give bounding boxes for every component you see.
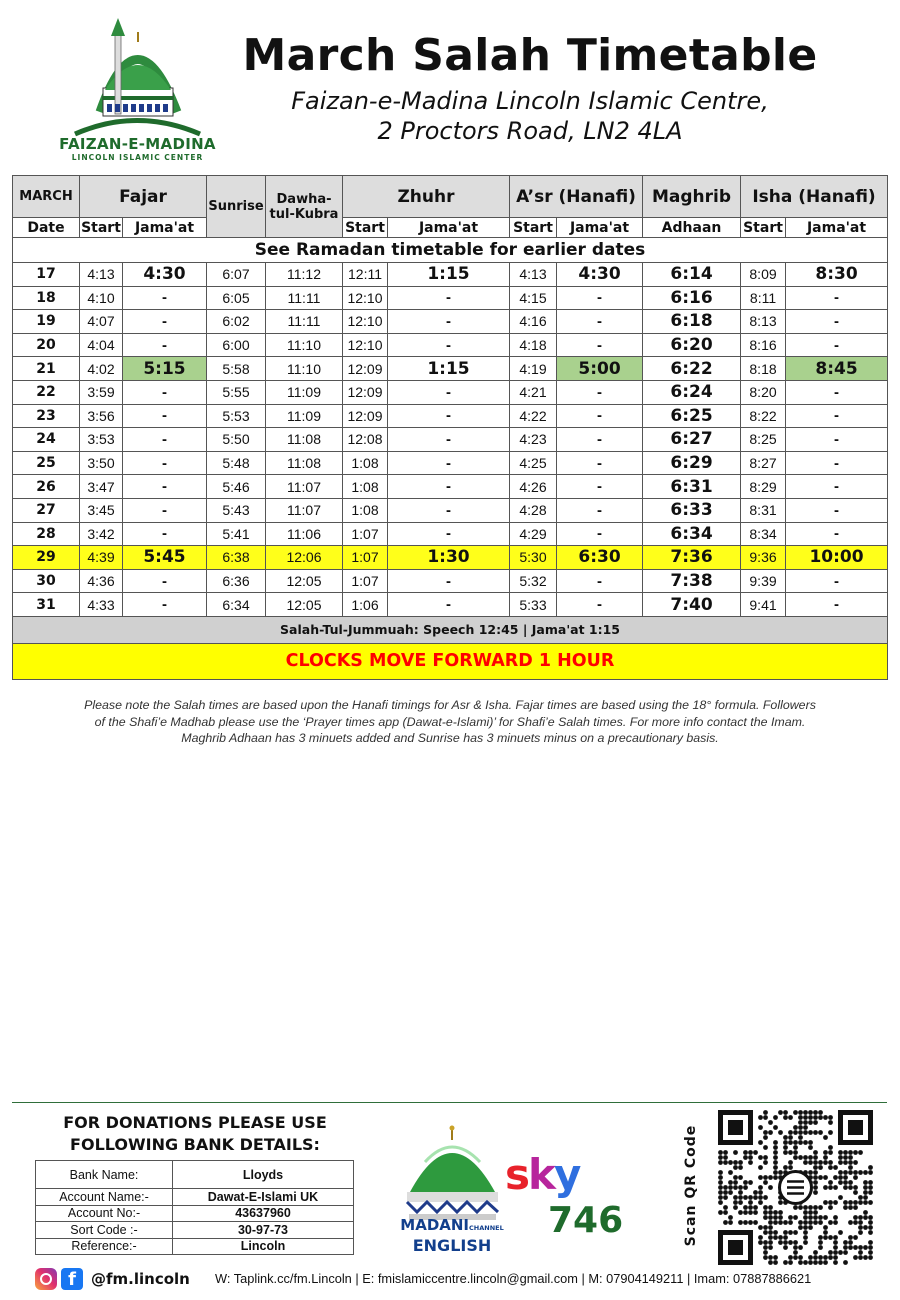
cell-fajr-start: 4:33 <box>80 593 123 617</box>
table-row <box>13 380 888 404</box>
cell-sunrise: 6:34 <box>207 593 266 617</box>
timing-note-3: Maghrib Adhaan has 3 minuets added and Sunrise has 3 minuets minus on a precautionary basis. <box>181 731 719 745</box>
cell-fajr-start: 3:53 <box>80 428 123 452</box>
bank-label: Account Name:- <box>36 1189 173 1206</box>
cell-asr-start: 5:30 <box>510 546 557 570</box>
timing-note-1: Please note the Salah times are based upon the Hanafi timings for Asr & Isha. Fajar times are based using the 18° formula. Followers <box>84 698 816 712</box>
timing-notes <box>20 697 880 747</box>
madani-word: MADANI <box>400 1216 470 1234</box>
maghrib-header: Maghrib <box>643 176 741 218</box>
logo-name: FAIZAN-E-MADINA <box>59 135 216 153</box>
cell-zhuhr-start: 12:10 <box>343 333 388 357</box>
cell-fajr-start: 3:50 <box>80 451 123 475</box>
bank-row <box>36 1161 354 1189</box>
cell-fajr-start: 3:42 <box>80 522 123 546</box>
sky-logo <box>505 1150 579 1199</box>
clocks-row <box>13 643 888 679</box>
dawha-header-line-2: tul-Kubra <box>269 206 339 222</box>
cell-isha-jamaat: - <box>786 498 888 522</box>
cell-date: 22 <box>13 380 80 404</box>
channel-number: 746 <box>548 1200 624 1241</box>
cell-fajr-start: 4:04 <box>80 333 123 357</box>
table-row <box>13 522 888 546</box>
cell-sunrise: 5:48 <box>207 451 266 475</box>
sunrise-header: Sunrise <box>207 176 266 238</box>
zhuhr-header: Zhuhr <box>343 176 510 218</box>
cell-date: 24 <box>13 428 80 452</box>
cell-date: 20 <box>13 333 80 357</box>
cell-asr-jamaat: - <box>557 428 643 452</box>
cell-zhuhr-start: 12:09 <box>343 380 388 404</box>
cell-fajr-jamaat: - <box>123 428 207 452</box>
cell-fajr-jamaat: - <box>123 310 207 334</box>
cell-isha-start: 9:39 <box>741 569 786 593</box>
bank-label: Account No:- <box>36 1205 173 1222</box>
timing-note-2: of the Shafi’e Madhab please use the ‘Prayer times app (Dawat-e-Islami)’ for Shafi’e Salah times. For more info contact the Imam. <box>94 714 806 729</box>
cell-sunrise: 5:41 <box>207 522 266 546</box>
cell-date: 25 <box>13 451 80 475</box>
cell-dawha: 11:07 <box>266 475 343 499</box>
cell-date: 18 <box>13 286 80 310</box>
dawha-header <box>266 176 343 238</box>
cell-fajr-jamaat: - <box>123 404 207 428</box>
cell-asr-start: 4:23 <box>510 428 557 452</box>
cell-zhuhr-start: 1:08 <box>343 451 388 475</box>
cell-isha-start: 8:20 <box>741 380 786 404</box>
zhuhr-jamaat-subheader: Jama'at <box>388 218 510 238</box>
cell-isha-start: 8:25 <box>741 428 786 452</box>
sky-wordmark: sky <box>505 1150 580 1199</box>
table-row <box>13 286 888 310</box>
zhuhr-start-subheader: Start <box>343 218 388 238</box>
bank-row <box>36 1205 354 1222</box>
cell-isha-start: 8:16 <box>741 333 786 357</box>
cell-asr-jamaat: - <box>557 333 643 357</box>
fajar-header: Fajar <box>80 176 207 218</box>
bank-value: Lloyds <box>173 1161 354 1189</box>
cell-isha-start: 8:34 <box>741 522 786 546</box>
table-row <box>13 310 888 334</box>
cell-dawha: 11:10 <box>266 333 343 357</box>
cell-maghrib: 7:36 <box>643 546 741 570</box>
cell-maghrib: 7:40 <box>643 593 741 617</box>
cell-isha-jamaat: 10:00 <box>786 546 888 570</box>
cell-isha-jamaat: - <box>786 593 888 617</box>
clocks-notice: CLOCKS MOVE FORWARD 1 HOUR <box>13 643 888 679</box>
qr-label: Scan QR Code <box>683 1124 699 1247</box>
cell-asr-start: 5:32 <box>510 569 557 593</box>
cell-maghrib: 6:34 <box>643 522 741 546</box>
cell-isha-jamaat: - <box>786 428 888 452</box>
fajr-jamaat-subheader: Jama'at <box>123 218 207 238</box>
cell-zhuhr-jamaat: - <box>388 333 510 357</box>
cell-maghrib: 6:14 <box>643 263 741 287</box>
bank-label: Reference:- <box>36 1238 173 1255</box>
cell-asr-jamaat: 5:00 <box>557 357 643 381</box>
cell-fajr-jamaat: - <box>123 286 207 310</box>
cell-maghrib: 7:38 <box>643 569 741 593</box>
cell-sunrise: 5:58 <box>207 357 266 381</box>
cell-asr-jamaat: - <box>557 475 643 499</box>
cell-zhuhr-jamaat: - <box>388 404 510 428</box>
bank-value: Dawat-E-Islami UK <box>173 1189 354 1206</box>
date-subheader: Date <box>13 218 80 238</box>
cell-asr-start: 4:26 <box>510 475 557 499</box>
cell-asr-jamaat: 4:30 <box>557 263 643 287</box>
cell-fajr-jamaat: - <box>123 569 207 593</box>
cell-zhuhr-jamaat: 1:15 <box>388 263 510 287</box>
cell-asr-jamaat: - <box>557 498 643 522</box>
donations-title <box>30 1112 360 1156</box>
cell-maghrib: 6:16 <box>643 286 741 310</box>
cell-isha-jamaat: - <box>786 451 888 475</box>
fajr-start-subheader: Start <box>81 219 121 236</box>
bank-details-table <box>35 1160 354 1255</box>
logo-text <box>55 135 220 162</box>
cell-dawha: 11:07 <box>266 498 343 522</box>
cell-isha-jamaat: 8:30 <box>786 263 888 287</box>
cell-zhuhr-start: 1:07 <box>343 522 388 546</box>
logo-tagline: LINCOLN ISLAMIC CENTER <box>71 153 204 162</box>
donations-title-line-1: FOR DONATIONS PLEASE USE <box>63 1113 327 1132</box>
cell-fajr-start: 3:59 <box>80 380 123 404</box>
page-subtitle <box>240 86 820 146</box>
cell-fajr-jamaat: - <box>123 498 207 522</box>
cell-fajr-jamaat: - <box>123 475 207 499</box>
cell-date: 30 <box>13 569 80 593</box>
cell-sunrise: 5:50 <box>207 428 266 452</box>
cell-maghrib: 6:18 <box>643 310 741 334</box>
bank-row <box>36 1238 354 1255</box>
cell-isha-start: 9:36 <box>741 546 786 570</box>
cell-date: 17 <box>13 263 80 287</box>
cell-zhuhr-start: 12:08 <box>343 428 388 452</box>
donations-title-line-2: FOLLOWING BANK DETAILS: <box>70 1135 320 1154</box>
bank-value: 43637960 <box>173 1205 354 1222</box>
cell-isha-start: 8:13 <box>741 310 786 334</box>
isha-header: Isha (Hanafi) <box>741 176 888 218</box>
table-row <box>13 451 888 475</box>
cell-isha-jamaat: - <box>786 475 888 499</box>
instagram-icon[interactable] <box>35 1268 57 1290</box>
cell-isha-jamaat: - <box>786 522 888 546</box>
cell-asr-start: 4:18 <box>510 333 557 357</box>
cell-zhuhr-jamaat: - <box>388 593 510 617</box>
subtitle-line-1: Faizan-e-Madina Lincoln Islamic Centre, <box>291 87 769 115</box>
bank-row <box>36 1222 354 1239</box>
cell-zhuhr-jamaat: - <box>388 475 510 499</box>
cell-isha-jamaat: - <box>786 286 888 310</box>
contact-details: W: Taplink.cc/fm.Lincoln | E: fmislamiccentre.lincoln@gmail.com | M: 07904149211 | Imam: 07887886621 <box>215 1271 812 1286</box>
cell-date: 27 <box>13 498 80 522</box>
jummah-note: Salah-Tul-Jummuah: Speech 12:45 | Jama'at 1:15 <box>13 616 888 643</box>
jummah-row <box>13 616 888 643</box>
cell-isha-start: 8:09 <box>741 263 786 287</box>
cell-fajr-jamaat: - <box>123 593 207 617</box>
cell-isha-start: 8:29 <box>741 475 786 499</box>
cell-dawha: 11:09 <box>266 404 343 428</box>
cell-dawha: 12:06 <box>266 546 343 570</box>
cell-sunrise: 5:46 <box>207 475 266 499</box>
cell-fajr-start: 4:02 <box>80 357 123 381</box>
table-row <box>13 357 888 381</box>
cell-fajr-jamaat: 4:30 <box>123 263 207 287</box>
cell-date: 28 <box>13 522 80 546</box>
bank-label: Bank Name: <box>36 1161 173 1189</box>
page-title: March Salah Timetable <box>242 30 818 81</box>
asr-header: A’sr (Hanafi) <box>510 176 643 218</box>
cell-fajr-jamaat: - <box>123 451 207 475</box>
cell-isha-start: 8:27 <box>741 451 786 475</box>
asr-start-subheader: Start <box>510 218 557 238</box>
cell-dawha: 12:05 <box>266 593 343 617</box>
cell-asr-start: 5:33 <box>510 593 557 617</box>
cell-dawha: 11:09 <box>266 380 343 404</box>
cell-asr-start: 4:22 <box>510 404 557 428</box>
cell-asr-start: 4:25 <box>510 451 557 475</box>
cell-zhuhr-start: 1:07 <box>343 546 388 570</box>
cell-asr-jamaat: - <box>557 310 643 334</box>
cell-fajr-jamaat: - <box>123 380 207 404</box>
bank-row <box>36 1189 354 1206</box>
cell-zhuhr-jamaat: 1:15 <box>388 357 510 381</box>
cell-zhuhr-start: 1:08 <box>343 498 388 522</box>
cell-isha-jamaat: - <box>786 380 888 404</box>
cell-asr-start: 4:28 <box>510 498 557 522</box>
isha-jamaat-subheader: Jama'at <box>786 218 888 238</box>
header-row-1 <box>13 176 888 218</box>
cell-zhuhr-jamaat: - <box>388 569 510 593</box>
cell-zhuhr-jamaat: - <box>388 310 510 334</box>
cell-dawha: 11:10 <box>266 357 343 381</box>
cell-dawha: 11:12 <box>266 263 343 287</box>
cell-isha-jamaat: 8:45 <box>786 357 888 381</box>
table-row <box>13 475 888 499</box>
facebook-icon[interactable]: f <box>61 1268 83 1290</box>
cell-date: 26 <box>13 475 80 499</box>
month-header: MARCH <box>13 176 80 218</box>
cell-asr-jamaat: - <box>557 522 643 546</box>
salah-timetable <box>12 175 888 680</box>
table-row <box>13 428 888 452</box>
cell-fajr-jamaat: 5:45 <box>123 546 207 570</box>
cell-asr-start: 4:13 <box>510 263 557 287</box>
cell-asr-start: 4:21 <box>510 380 557 404</box>
table-row <box>13 569 888 593</box>
cell-maghrib: 6:24 <box>643 380 741 404</box>
cell-date: 23 <box>13 404 80 428</box>
cell-isha-jamaat: - <box>786 569 888 593</box>
cell-asr-jamaat: - <box>557 593 643 617</box>
cell-fajr-jamaat: - <box>123 333 207 357</box>
cell-asr-start: 4:29 <box>510 522 557 546</box>
cell-fajr-start: 4:10 <box>80 286 123 310</box>
cell-sunrise: 6:38 <box>207 546 266 570</box>
cell-maghrib: 6:31 <box>643 475 741 499</box>
cell-date: 19 <box>13 310 80 334</box>
cell-zhuhr-jamaat: - <box>388 428 510 452</box>
cell-isha-jamaat: - <box>786 404 888 428</box>
cell-sunrise: 6:02 <box>207 310 266 334</box>
cell-dawha: 11:11 <box>266 310 343 334</box>
cell-maghrib: 6:29 <box>643 451 741 475</box>
cell-isha-start: 8:18 <box>741 357 786 381</box>
cell-maghrib: 6:22 <box>643 357 741 381</box>
cell-dawha: 11:06 <box>266 522 343 546</box>
cell-fajr-start: 3:45 <box>80 498 123 522</box>
cell-isha-start: 8:22 <box>741 404 786 428</box>
isha-start-subheader: Start <box>741 218 786 238</box>
cell-fajr-start: 4:07 <box>80 310 123 334</box>
cell-isha-start: 8:11 <box>741 286 786 310</box>
cell-dawha: 12:05 <box>266 569 343 593</box>
cell-zhuhr-jamaat: 1:30 <box>388 546 510 570</box>
table-row <box>13 498 888 522</box>
cell-zhuhr-start: 12:10 <box>343 310 388 334</box>
footer-divider <box>12 1102 887 1103</box>
cell-zhuhr-start: 12:10 <box>343 286 388 310</box>
cell-isha-jamaat: - <box>786 333 888 357</box>
subtitle-line-2: 2 Proctors Road, LN2 4LA <box>377 117 683 145</box>
cell-isha-jamaat: - <box>786 310 888 334</box>
english-word: ENGLISH <box>412 1236 492 1255</box>
cell-zhuhr-jamaat: - <box>388 522 510 546</box>
cell-fajr-jamaat: 5:15 <box>123 357 207 381</box>
ramadan-note-row <box>13 238 888 263</box>
cell-sunrise: 5:53 <box>207 404 266 428</box>
cell-zhuhr-start: 1:07 <box>343 569 388 593</box>
cell-zhuhr-jamaat: - <box>388 498 510 522</box>
cell-maghrib: 6:27 <box>643 428 741 452</box>
cell-asr-jamaat: - <box>557 286 643 310</box>
table-row <box>13 593 888 617</box>
cell-sunrise: 5:43 <box>207 498 266 522</box>
cell-dawha: 11:08 <box>266 428 343 452</box>
cell-zhuhr-start: 12:11 <box>343 263 388 287</box>
cell-asr-jamaat: - <box>557 380 643 404</box>
cell-zhuhr-start: 1:08 <box>343 475 388 499</box>
asr-jamaat-subheader: Jama'at <box>557 218 643 238</box>
cell-sunrise: 6:07 <box>207 263 266 287</box>
cell-zhuhr-start: 12:09 <box>343 357 388 381</box>
cell-zhuhr-jamaat: - <box>388 380 510 404</box>
cell-maghrib: 6:25 <box>643 404 741 428</box>
cell-sunrise: 5:55 <box>207 380 266 404</box>
cell-maghrib: 6:33 <box>643 498 741 522</box>
cell-asr-jamaat: 6:30 <box>557 546 643 570</box>
header-row-2 <box>13 218 888 238</box>
table-row <box>13 546 888 570</box>
bank-value: 30-97-73 <box>173 1222 354 1239</box>
table-row <box>13 404 888 428</box>
cell-isha-start: 8:31 <box>741 498 786 522</box>
bank-label: Sort Code :- <box>36 1222 173 1239</box>
qr-code[interactable] <box>718 1110 873 1265</box>
cell-maghrib: 6:20 <box>643 333 741 357</box>
social-handle[interactable]: @fm.lincoln <box>91 1270 190 1288</box>
cell-zhuhr-start: 12:09 <box>343 404 388 428</box>
dawha-header-line-1: Dawha- <box>276 191 332 207</box>
maghrib-adhaan-subheader: Adhaan <box>643 218 741 238</box>
cell-date: 29 <box>13 546 80 570</box>
cell-asr-jamaat: - <box>557 569 643 593</box>
cell-fajr-start: 4:36 <box>80 569 123 593</box>
cell-fajr-start: 3:47 <box>80 475 123 499</box>
cell-zhuhr-jamaat: - <box>388 451 510 475</box>
table-row <box>13 263 888 287</box>
cell-fajr-jamaat: - <box>123 522 207 546</box>
cell-zhuhr-start: 1:06 <box>343 593 388 617</box>
cell-dawha: 11:11 <box>266 286 343 310</box>
cell-sunrise: 6:00 <box>207 333 266 357</box>
cell-sunrise: 6:05 <box>207 286 266 310</box>
cell-asr-start: 4:15 <box>510 286 557 310</box>
cell-date: 31 <box>13 593 80 617</box>
cell-asr-start: 4:16 <box>510 310 557 334</box>
ramadan-note: See Ramadan timetable for earlier dates <box>13 238 888 263</box>
channel-word: CHANNEL <box>469 1224 504 1232</box>
bank-value: Lincoln <box>173 1238 354 1255</box>
cell-zhuhr-jamaat: - <box>388 286 510 310</box>
cell-asr-start: 4:19 <box>510 357 557 381</box>
table-row <box>13 333 888 357</box>
cell-asr-jamaat: - <box>557 451 643 475</box>
cell-sunrise: 6:36 <box>207 569 266 593</box>
cell-fajr-start: 3:56 <box>80 404 123 428</box>
cell-date: 21 <box>13 357 80 381</box>
cell-isha-start: 9:41 <box>741 593 786 617</box>
madani-channel-name <box>392 1217 512 1254</box>
social-links <box>35 1268 190 1290</box>
cell-asr-jamaat: - <box>557 404 643 428</box>
cell-fajr-start: 4:13 <box>80 263 123 287</box>
cell-fajr-start: 4:39 <box>80 546 123 570</box>
cell-dawha: 11:08 <box>266 451 343 475</box>
